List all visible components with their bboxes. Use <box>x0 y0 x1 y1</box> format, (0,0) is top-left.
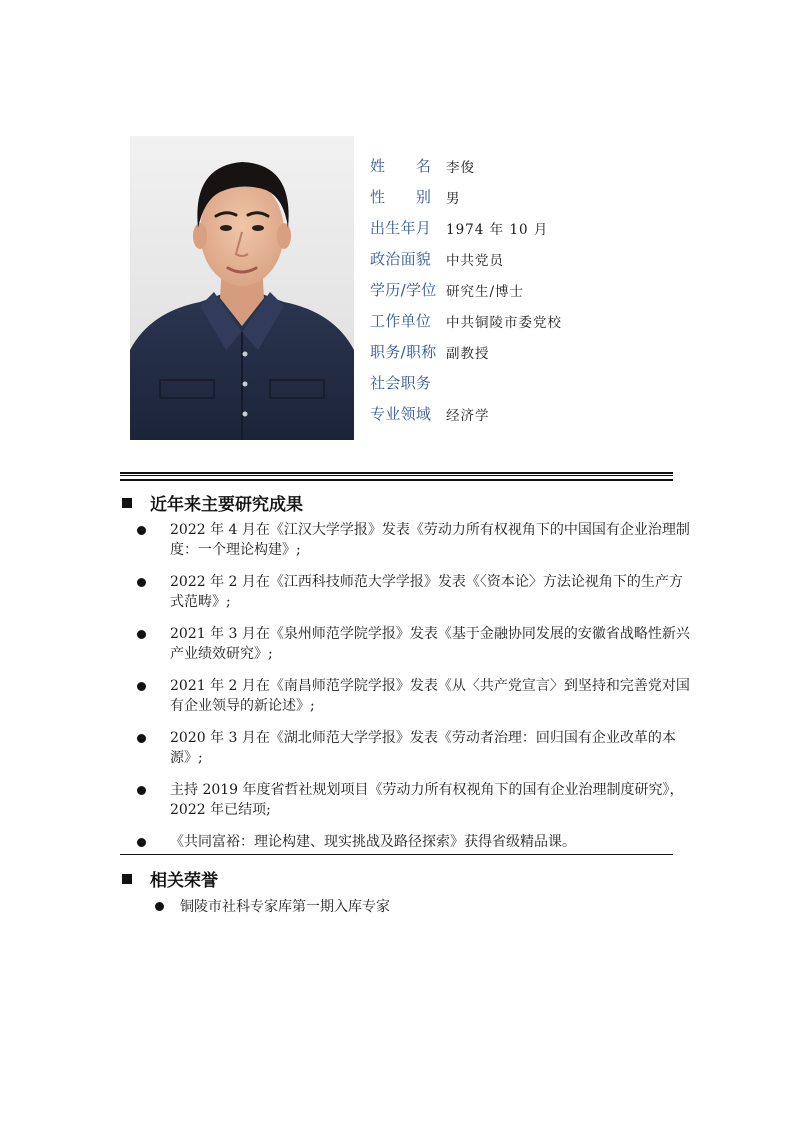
label-title: 职务/职称 <box>370 343 437 361</box>
section-divider-double <box>120 472 673 481</box>
value-birth: 1974 年 10 月 <box>446 221 549 238</box>
bullet-icon <box>155 902 164 911</box>
value-name: 李俊 <box>446 159 475 176</box>
list-item-text: 2022 年 4 月在《江汉大学学报》发表《劳动力所有权视角下的中国国有企业治理制度：一个理论构建》; <box>170 522 690 558</box>
value-political: 中共党员 <box>446 252 504 269</box>
section-divider <box>120 854 673 855</box>
label-gender: 性 别 <box>370 188 432 206</box>
label-political: 政治面貌 <box>370 250 432 268</box>
list-item <box>137 572 690 612</box>
value-title: 副教授 <box>446 345 490 362</box>
list-item <box>137 832 690 852</box>
list-item-text: 2021 年 2 月在《南昌师范学院学报》发表《从〈共产党宣言〉到坚持和完善党对国有企业领导的新论述》; <box>170 678 690 714</box>
row-title <box>370 336 730 367</box>
list-item-text: 《共同富裕：理论构建、现实挑战及路径探索》获得省级精品课。 <box>170 834 576 850</box>
bullet-icon <box>137 838 146 847</box>
profile-info-table <box>370 150 730 429</box>
row-birth <box>370 212 730 243</box>
list-item <box>137 676 690 716</box>
list-item-text: 2021 年 3 月在《泉州师范学院学报》发表《基于金融协同发展的安徽省战略性新兴产业绩效研究》; <box>170 626 690 662</box>
list-item-text: 主持 2019 年度省哲社规划项目《劳动力所有权视角下的国有企业治理制度研究》，2022 年已结项; <box>170 782 684 818</box>
list-item-text: 2020 年 3 月在《湖北师范大学学报》发表《劳动者治理：回归国有企业改革的本源》; <box>170 730 676 766</box>
research-list <box>137 520 697 864</box>
research-heading <box>122 490 303 515</box>
honors-heading <box>122 866 218 891</box>
row-gender <box>370 181 730 212</box>
square-bullet-icon <box>122 498 132 508</box>
value-employer: 中共铜陵市委党校 <box>446 314 562 331</box>
value-field: 经济学 <box>446 407 490 424</box>
bullet-icon <box>137 630 146 639</box>
bullet-icon <box>137 734 146 743</box>
portrait-photo <box>130 136 354 440</box>
row-social-role <box>370 367 730 398</box>
label-field: 专业领域 <box>370 405 432 423</box>
list-item <box>155 897 675 917</box>
list-item <box>137 624 690 664</box>
research-heading-text: 近年来主要研究成果 <box>150 495 303 515</box>
list-item <box>137 780 690 820</box>
list-item-text: 铜陵市社科专家库第一期入库专家 <box>180 899 390 915</box>
honors-heading-text: 相关荣誉 <box>150 871 218 891</box>
row-education <box>370 274 730 305</box>
bullet-icon <box>137 682 146 691</box>
list-item <box>137 520 690 560</box>
label-employer: 工作单位 <box>370 312 432 330</box>
row-political <box>370 243 730 274</box>
bullet-icon <box>137 578 146 587</box>
label-social-role: 社会职务 <box>370 374 432 392</box>
value-education: 研究生/博士 <box>446 283 525 300</box>
label-name: 姓 名 <box>370 157 432 175</box>
row-name <box>370 150 730 181</box>
row-field <box>370 398 730 429</box>
square-bullet-icon <box>122 874 132 884</box>
list-item <box>137 728 690 768</box>
bullet-icon <box>137 786 146 795</box>
honors-list <box>155 897 675 917</box>
value-gender: 男 <box>446 190 461 207</box>
label-birth: 出生年月 <box>370 219 432 237</box>
bullet-icon <box>137 526 146 535</box>
row-employer <box>370 305 730 336</box>
list-item-text: 2022 年 2 月在《江西科技师范大学学报》发表《〈资本论〉方法论视角下的生产方式范畴》; <box>170 574 683 610</box>
label-education: 学历/学位 <box>370 281 437 299</box>
